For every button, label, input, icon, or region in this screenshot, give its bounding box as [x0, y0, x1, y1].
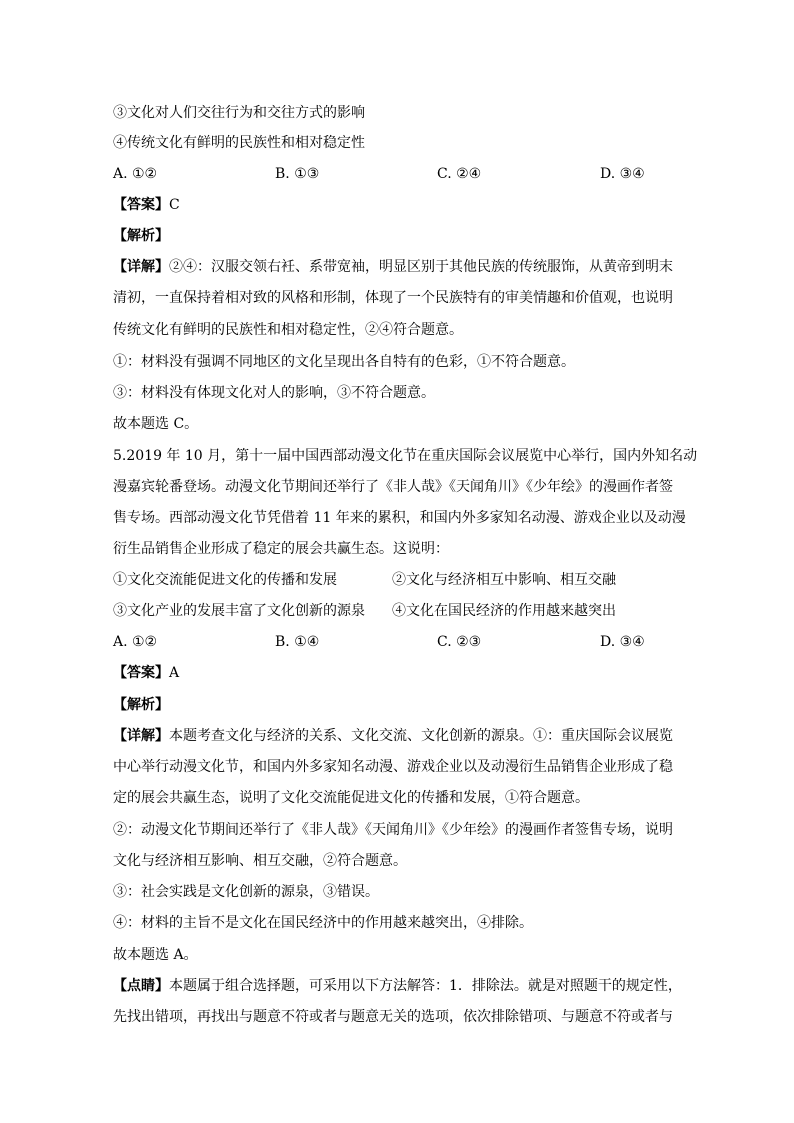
q5-stem-line-3: 售专场。西部动漫文化节凭借着 11 年来的累积，和国内外多家知名动漫、游戏企业以及动漫: [113, 510, 686, 526]
q5-answer: [113, 663, 179, 683]
q4-option-c: C. ②④: [437, 166, 482, 182]
q5-stem-line-2: 漫嘉宾轮番登场。动漫文化节期间还举行了《非人哉》《天闻角川》《少年绘》的漫画作者签: [113, 479, 673, 495]
q4-detail-line-3: 传统文化有鲜明的民族性和相对稳定性，②④符合题意。: [113, 322, 463, 338]
tip-tag: 【点睛】: [113, 978, 169, 994]
q5-note-4: ④：材料的主旨不是文化在国民经济中的作用越来越突出，④排除。: [113, 915, 533, 931]
q5-note-2-line-1: ②：动漫文化节期间还举行了《非人哉》《天闻角川》《少年绘》的漫画作者签售专场，说明: [113, 822, 673, 838]
q5-note-2-line-2: 文化与经济相互影响、相互交融，②符合题意。: [113, 853, 407, 869]
q4-option-a: A. ①②: [113, 166, 158, 182]
q5-options: [113, 632, 693, 652]
tip-text: 本题属于组合选择题，可采用以下方法解答：1．排除法。就是对照题干的规定性，: [169, 978, 682, 994]
q4-analysis-heading: 【解析】: [113, 228, 169, 244]
q5-option-d: D. ③④: [600, 634, 645, 650]
q4-option-b: B. ①③: [275, 166, 320, 182]
detail-tag: 【详解】: [113, 728, 169, 744]
q5-items-row-2: [113, 601, 693, 621]
q5-item-3: ③文化产业的发展丰富了文化创新的源泉: [113, 603, 365, 619]
answer-value: C: [169, 197, 180, 213]
q4-statement-4: ④传统文化有鲜明的民族性和相对稳定性: [113, 135, 365, 151]
answer-tag: 【答案】: [113, 197, 169, 213]
q5-option-b: B. ①④: [275, 634, 320, 650]
tip-line-1: [113, 976, 682, 996]
q5-item-4: ④文化在国民经济的作用越来越突出: [392, 603, 616, 619]
q4-conclusion: 故本题选 C。: [113, 416, 199, 432]
q4-option-d: D. ③④: [600, 166, 645, 182]
q4-statement-3: ③文化对人们交往行为和交往方式的影响: [113, 105, 365, 121]
q5-item-2: ②文化与经济相互中影响、相互交融: [392, 572, 616, 588]
q5-stem-line-1: 5.2019 年 10 月，第十一届中国西部动漫文化节在重庆国际会议展览中心举行，国内外知名动: [113, 448, 698, 464]
q4-note-3: ③：材料没有体现文化对人的影响，③不符合题意。: [113, 385, 435, 401]
q5-item-1: ①文化交流能促进文化的传播和发展: [113, 572, 337, 588]
answer-tag: 【答案】: [113, 665, 169, 681]
q4-detail-line-1: [113, 257, 673, 277]
answer-value: A: [169, 665, 180, 681]
detail-tag: 【详解】: [113, 259, 169, 275]
detail-text: ②④：汉服交领右衽、系带宽袖，明显区别于其他民族的传统服饰，从黄帝到明末: [169, 259, 673, 275]
detail-text: 本题考查文化与经济的关系、文化交流、文化创新的源泉。①：重庆国际会议展览: [169, 728, 673, 744]
q5-option-c: C. ②③: [437, 634, 482, 650]
q5-detail-line-2: 中心举行动漫文化节，和国内外多家知名动漫、游戏企业以及动漫衍生品销售企业形成了稳: [113, 759, 673, 775]
q5-items-row-1: [113, 570, 693, 590]
q5-stem-line-4: 衍生品销售企业形成了稳定的展会共赢生态。这说明：: [113, 541, 449, 557]
q5-detail-line-3: 定的展会共赢生态，说明了文化交流能促进文化的传播和发展，①符合题意。: [113, 790, 589, 806]
q5-conclusion: 故本题选 A。: [113, 947, 198, 963]
q4-note-1: ①：材料没有强调不同地区的文化呈现出各自特有的色彩，①不符合题意。: [113, 354, 575, 370]
q5-option-a: A. ①②: [113, 634, 158, 650]
q4-answer: [113, 195, 180, 215]
q5-detail-line-1: [113, 726, 673, 746]
q4-options: [113, 164, 693, 184]
q5-note-3: ③：社会实践是文化创新的源泉，③错误。: [113, 884, 379, 900]
q4-detail-line-2: 清初，一直保持着相对致的风格和形制，体现了一个民族特有的审美情趣和价值观，也说明: [113, 290, 673, 306]
tip-line-2: 先找出错项，再找出与题意不符或者与题意无关的选项，依次排除错项、与题意不符或者与: [113, 1009, 673, 1025]
q5-analysis-heading: 【解析】: [113, 697, 169, 713]
